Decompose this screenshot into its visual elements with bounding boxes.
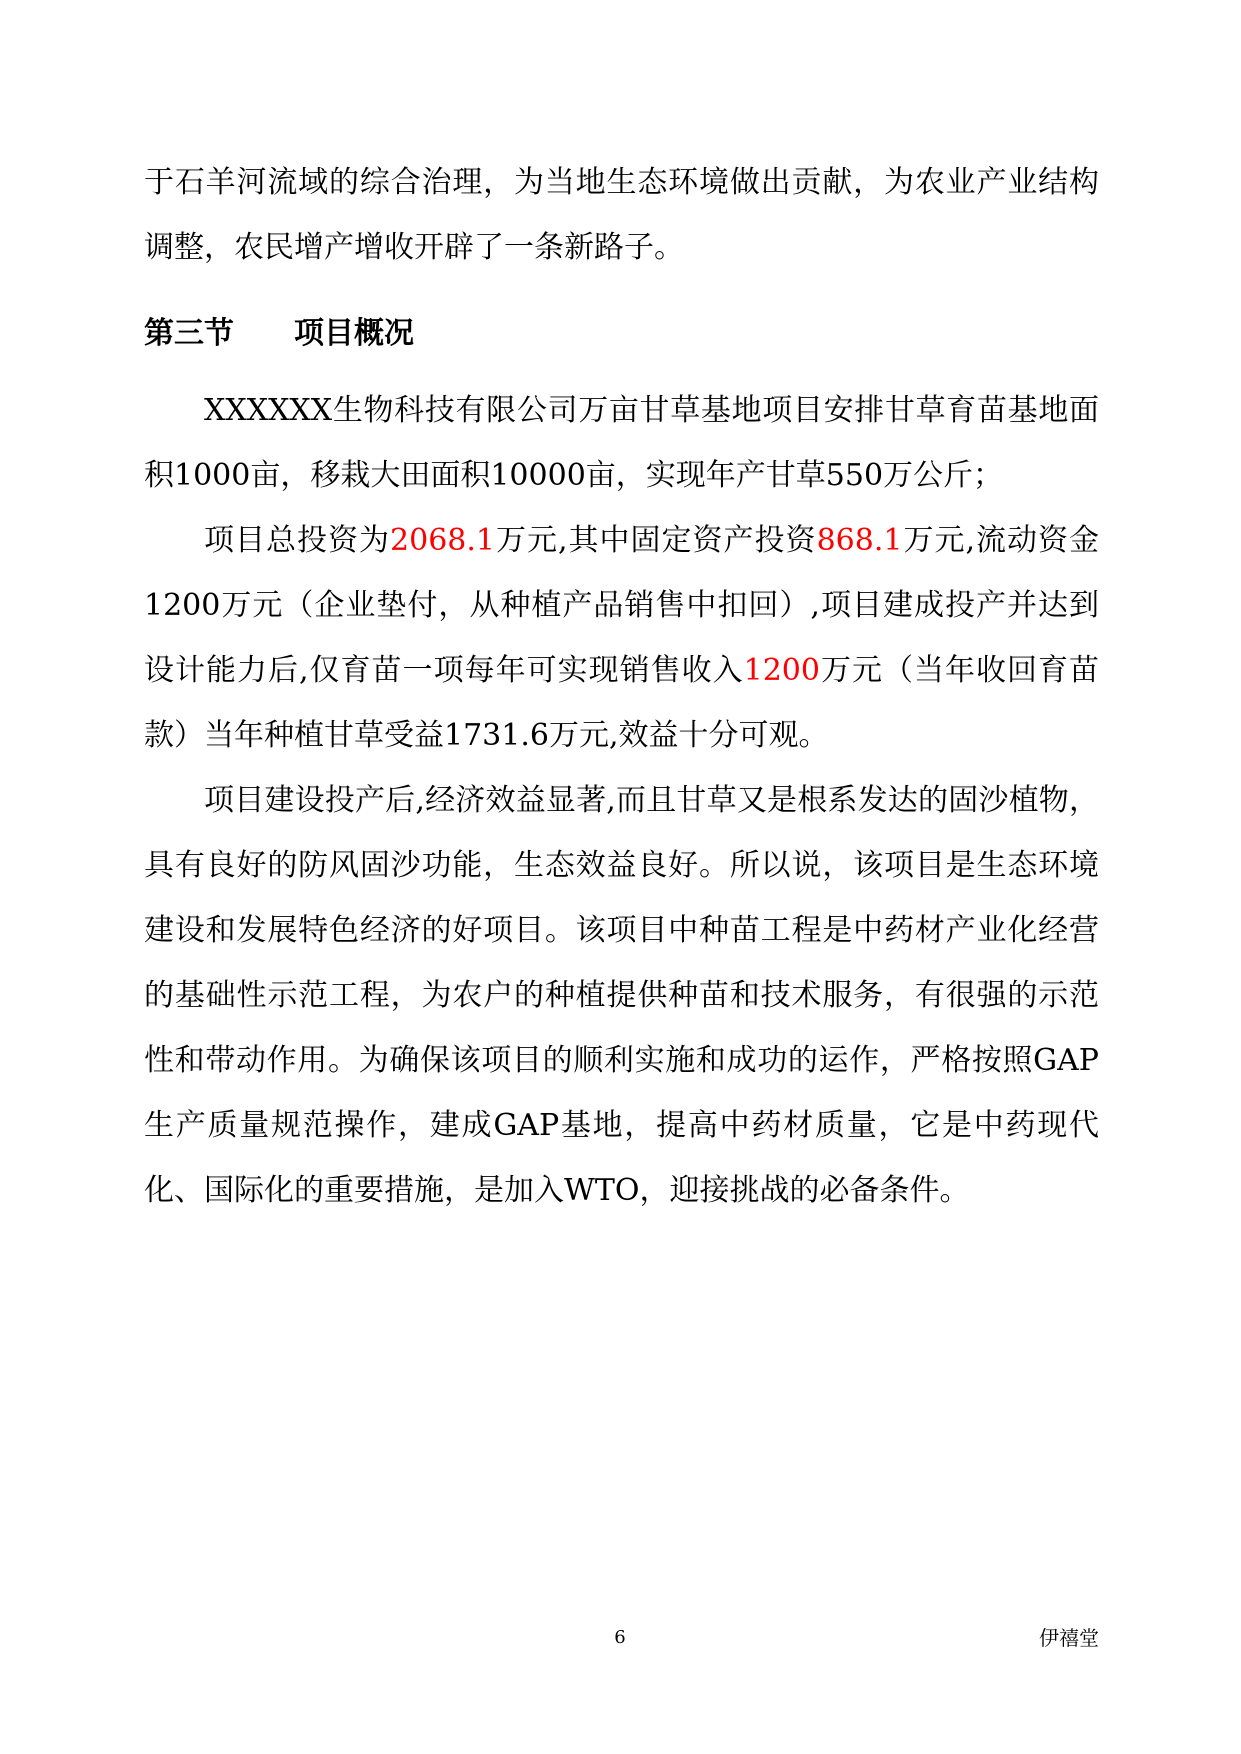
fixed-investment-value: 868.1 [816,523,903,558]
investment-text-4: 万元（当年收回育苗款）当年种植甘草受益1731.6万元,效益十分可观。 [144,653,1099,753]
page-content [144,150,1099,1223]
paragraph-investment [144,508,1099,768]
footer-company-name: 伊禧堂 [1039,1626,1099,1650]
paragraph-project-scale: XXXXXX生物科技有限公司万亩甘草基地项目安排甘草育苗基地面积1000亩，移栽大田面积10000亩，实现年产甘草550万公斤； [144,393,1099,493]
total-investment-value: 2068.1 [390,523,495,558]
paragraph-benefits: 项目建设投产后,经济效益显著,而且甘草又是根系发达的固沙植物，具有良好的防风固沙功能，生态效益良好。所以说，该项目是生态环境建设和发展特色经济的好项目。该项目中种苗工程是中药材产业化经营的基础性示范工程，为农户的种植提供种苗和技术服务，有很强的示范性和带动作用。为确保该项目的顺利实施和成功的运作，严格按照GAP生产质量规范操作，建成GAP基地，提高中药材质量，它是中药现代化、国际化的重要措施，是加入WTO，迎接挑战的必备条件。 [144,783,1099,1208]
sales-revenue-value: 1200 [743,653,820,688]
investment-text-2: 万元,其中固定资产投资 [495,523,817,558]
paragraph-continuation: 于石羊河流域的综合治理，为当地生态环境做出贡献，为农业产业结构调整，农民增产增收开辟了一条新路子。 [144,165,1099,265]
section-heading: 第三节 项目概况 [144,316,414,351]
investment-text-1: 项目总投资为 [204,523,391,558]
page-number: 6 [614,1627,626,1648]
investment-text-3: 万元,流动资金1200万元（企业垫付，从种植产品销售中扣回）,项目建成投产并达到设计能力后,仅育苗一项每年可实现销售收入 [144,523,1099,688]
